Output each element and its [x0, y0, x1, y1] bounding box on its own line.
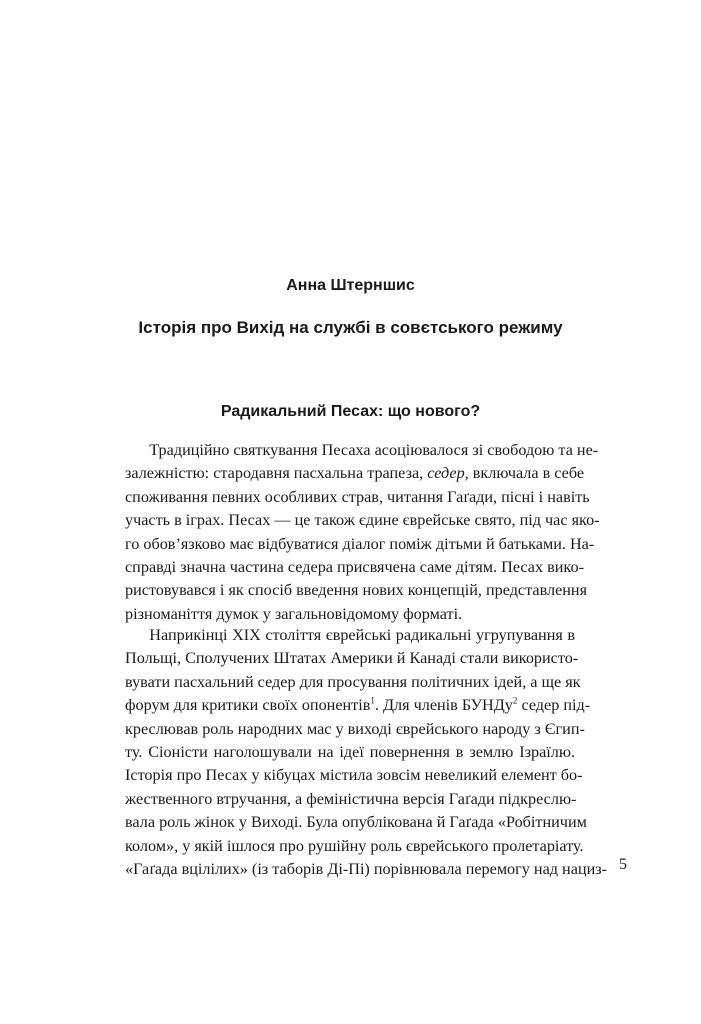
text-fragment: включала в себе	[468, 464, 585, 483]
author-name: Анна Штерншис	[286, 277, 415, 294]
footnote-ref: 1	[370, 695, 375, 706]
article-title: Історія про Вихід на службі в совєтського режиму	[138, 318, 563, 337]
text-line: жественного втручання, а феміністична версія Гаґади підкреслю-	[125, 789, 577, 808]
text-line: го обов’язково має відбуватися діалог поміж дітьми й батьками. На-	[125, 534, 595, 553]
text-line: споживання певних особливих страв, читання Гаґади, пісні і навіть	[125, 487, 590, 506]
text-line: участь в іграх. Песах — це також єдине єврейське свято, під час яко-	[125, 511, 600, 530]
text-fragment: залежністю: стародавня пасхальна трапеза,	[125, 464, 428, 483]
page-number: 5	[619, 856, 627, 873]
text-line	[125, 694, 591, 717]
text-line: Польщі, Сполучених Штатах Америки й Канаді стали використо-	[125, 649, 579, 668]
text-line: колом», у якій ішлося про рушійну роль єврейського пролетаріату.	[125, 836, 584, 855]
text-fragment: седер під-	[517, 696, 591, 715]
text-fragment: форум для критики своїх опонентів	[125, 696, 371, 715]
text-line: Наприкінці XIX століття єврейські радикальні угрупування в	[125, 626, 575, 644]
text-line: Історія про Песах у кібуцах містила зовсім невеликий елемент бо-	[125, 766, 583, 785]
section-heading: Радикальний Песах: що нового?	[220, 403, 481, 420]
text-line: ту. Сіоністи наголошували на ідеї повернення в землю Ізраїлю.	[125, 742, 575, 761]
text-line: креслював роль народних мас у виході єврейського народу з Єгип-	[125, 719, 585, 738]
text-line: «Гаґада вцілілих» (із таборів Ді-Пі) порівнювала перемогу над нациз-	[125, 859, 608, 878]
footnote-ref: 2	[512, 695, 518, 706]
italic-term: седер,	[427, 464, 469, 483]
paragraph-2	[125, 624, 608, 881]
text-line: вувати пасхальний седер для просування політичних ідей, а ще як	[125, 672, 581, 691]
text-fragment: . Для членів БУНДу	[374, 696, 513, 715]
text-line	[125, 462, 585, 485]
paragraph-1	[125, 439, 600, 626]
text-line: справді значна частина седера присвячена саме дітям. Песах вико-	[125, 557, 584, 576]
text-line: вала роль жінок у Виході. Була опублікована й Гаґада «Робітничим	[125, 813, 587, 832]
text-line: ристовувався і як спосіб введення нових концепцій, представлення	[125, 581, 588, 600]
text-line: Традиційно святкування Песаха асоціювалося зі свободою та не-	[125, 441, 599, 459]
text-line: різноманіття думок у загальновідомому форматі.	[125, 604, 463, 623]
